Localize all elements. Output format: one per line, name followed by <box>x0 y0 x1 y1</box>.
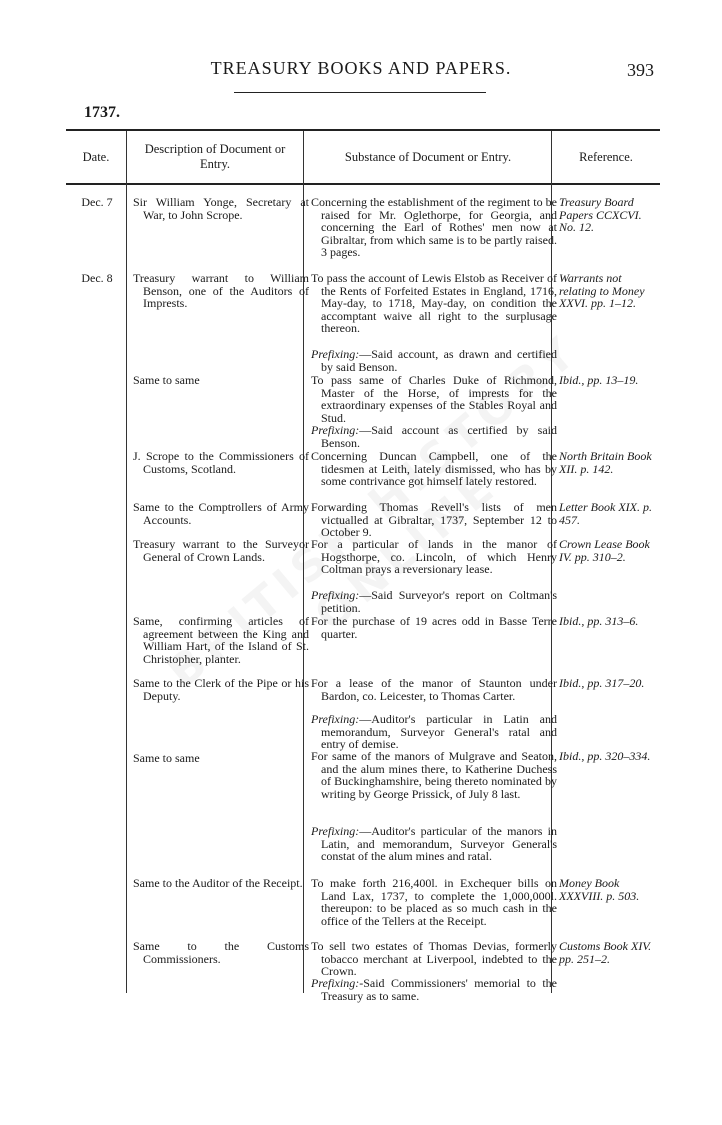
entry-reference: Warrants not relating to Money XXVI. pp. 1–12. <box>559 271 645 311</box>
entry-prefixing: Prefixing:—Auditor's particular of the manors in Latin, and memorandum, Surveyor General's constat of the alum mines and ratal. <box>311 824 557 864</box>
entry-prefixing: Prefixing:—Auditor's particular in Latin and memorandum, Surveyor General's ratal and entry of demise. <box>311 712 557 752</box>
column-header-substance: Substance of Document or Entry. <box>344 149 512 164</box>
entry-substance: For a particular of lands in the manor of Hogsthorpe, co. Lincoln, of which Henry Coltman prays a reversionary lease. <box>311 537 557 577</box>
entry-substance: For same of the manors of Mulgrave and Seaton, and the alum mines there, to Katherine Duchess of Buckinghamshire, being thereto nominated by writing by George Prissick, of July 8 last. <box>311 749 557 801</box>
entry-prefixing: Prefixing:—Said account as certified by said Benson. <box>311 423 557 450</box>
entry-reference: Money Book XXXVIII. p. 503. <box>559 876 640 903</box>
column-header-description: Description of Document or Entry. <box>144 142 286 171</box>
entry-description: Same, confirming articles of agreement between the King and William Hart, of the Island of St. Christopher, planter. <box>133 614 309 666</box>
entry-reference: Crown Lease Book IV. pp. 310–2. <box>559 537 650 564</box>
entry-description: Treasury warrant to the Surveyor General of Crown Lands. <box>133 537 309 564</box>
entry-prefixing: Prefixing:—Said account, as drawn and certified by said Benson. <box>311 347 557 374</box>
column-header-date: Date. <box>82 149 110 164</box>
entry-substance: Forwarding Thomas Revell's lists of men victualled at Gibraltar, 1737, September 12 to October 9. <box>311 500 557 540</box>
entry-prefixing: Prefixing:—Said Surveyor's report on Coltman's petition. <box>311 588 557 615</box>
entry-description: Same to the Clerk of the Pipe or his Deputy. <box>133 676 309 703</box>
entry-description: Same to same <box>133 751 200 765</box>
header-rule <box>234 92 486 93</box>
page-number: 393 <box>627 60 654 80</box>
column-divider <box>126 131 127 993</box>
entry-reference: Ibid., pp. 317–20. <box>559 676 645 690</box>
entry-description: Same to same <box>133 373 200 387</box>
entry-substance: For a lease of the manor of Staunton under Bardon, co. Leicester, to Thomas Carter. <box>311 676 557 703</box>
entry-substance: To pass same of Charles Duke of Richmond, Master of the Horse, of imprests for the extraordinary expenses of the Stables Royal and Stud. <box>311 373 557 425</box>
entry-description: J. Scrope to the Commissioners of Customs, Scotland. <box>133 449 309 476</box>
entry-reference: North Britain Book XII. p. 142. <box>559 449 652 476</box>
entry-reference: Ibid., pp. 13–19. <box>559 373 639 387</box>
entry-description: Treasury warrant to William Benson, one of the Auditors of Imprests. <box>133 271 309 311</box>
entry-substance: Concerning the establishment of the regiment to be raised for Mr. Oglethorpe, for Georgia, and concerning the Earl of Rothes' men now at Gibraltar, from which same is to be partly raised. 3 pages. <box>311 195 557 260</box>
column-header-reference: Reference. <box>579 149 633 164</box>
entry-substance: Concerning Duncan Campbell, one of the tidesmen at Leith, lately dismissed, who has by some contrivance got himself lately restored. <box>311 449 557 489</box>
entry-description: Sir William Yonge, Secretary at War, to John Scrope. <box>133 195 309 222</box>
entry-reference: Ibid., pp. 320–334. <box>559 749 651 763</box>
entry-date: Dec. 8 <box>81 271 113 285</box>
entry-substance: To sell two estates of Thomas Devias, formerly tobacco merchant at Liverpool, indebted to the Crown. <box>311 939 557 979</box>
table-header-rule <box>66 183 660 185</box>
entry-description: Same to the Customs Commissioners. <box>133 939 309 966</box>
entry-substance: To pass the account of Lewis Elstob as Receiver of the Rents of Forfeited Estates in England, 1716, May-day, to 1718, May-day, on condition the accomptant waive all right to the surplusage thereon. <box>311 271 557 336</box>
entry-date: Dec. 7 <box>81 195 113 209</box>
entry-description: Same to the Comptrollers of Army Accounts. <box>133 500 309 527</box>
year-heading: 1737. <box>84 104 120 121</box>
entry-description: Same to the Auditor of the Receipt. <box>133 876 303 890</box>
entry-substance: For the purchase of 19 acres odd in Basse Terre quarter. <box>311 614 557 641</box>
entry-substance: To make forth 216,400l. in Exchequer bills on Land Lax, 1737, to complete the 1,000,000l. thereupon: to be placed as so much cash in the office of the Tellers at the Receipt. <box>311 876 557 928</box>
entry-reference: Letter Book XIX. p. 457. <box>559 500 652 527</box>
entry-reference: Treasury Board Papers CCXCVI. No. 12. <box>559 195 642 235</box>
entry-reference: Customs Book XIV. pp. 251–2. <box>559 939 652 966</box>
running-head-title: TREASURY BOOKS AND PAPERS. <box>210 58 512 78</box>
entry-reference: Ibid., pp. 313–6. <box>559 614 639 628</box>
entry-prefixing: Prefixing:-Said Commissioners' memorial to the Treasury as to same. <box>311 976 557 1003</box>
